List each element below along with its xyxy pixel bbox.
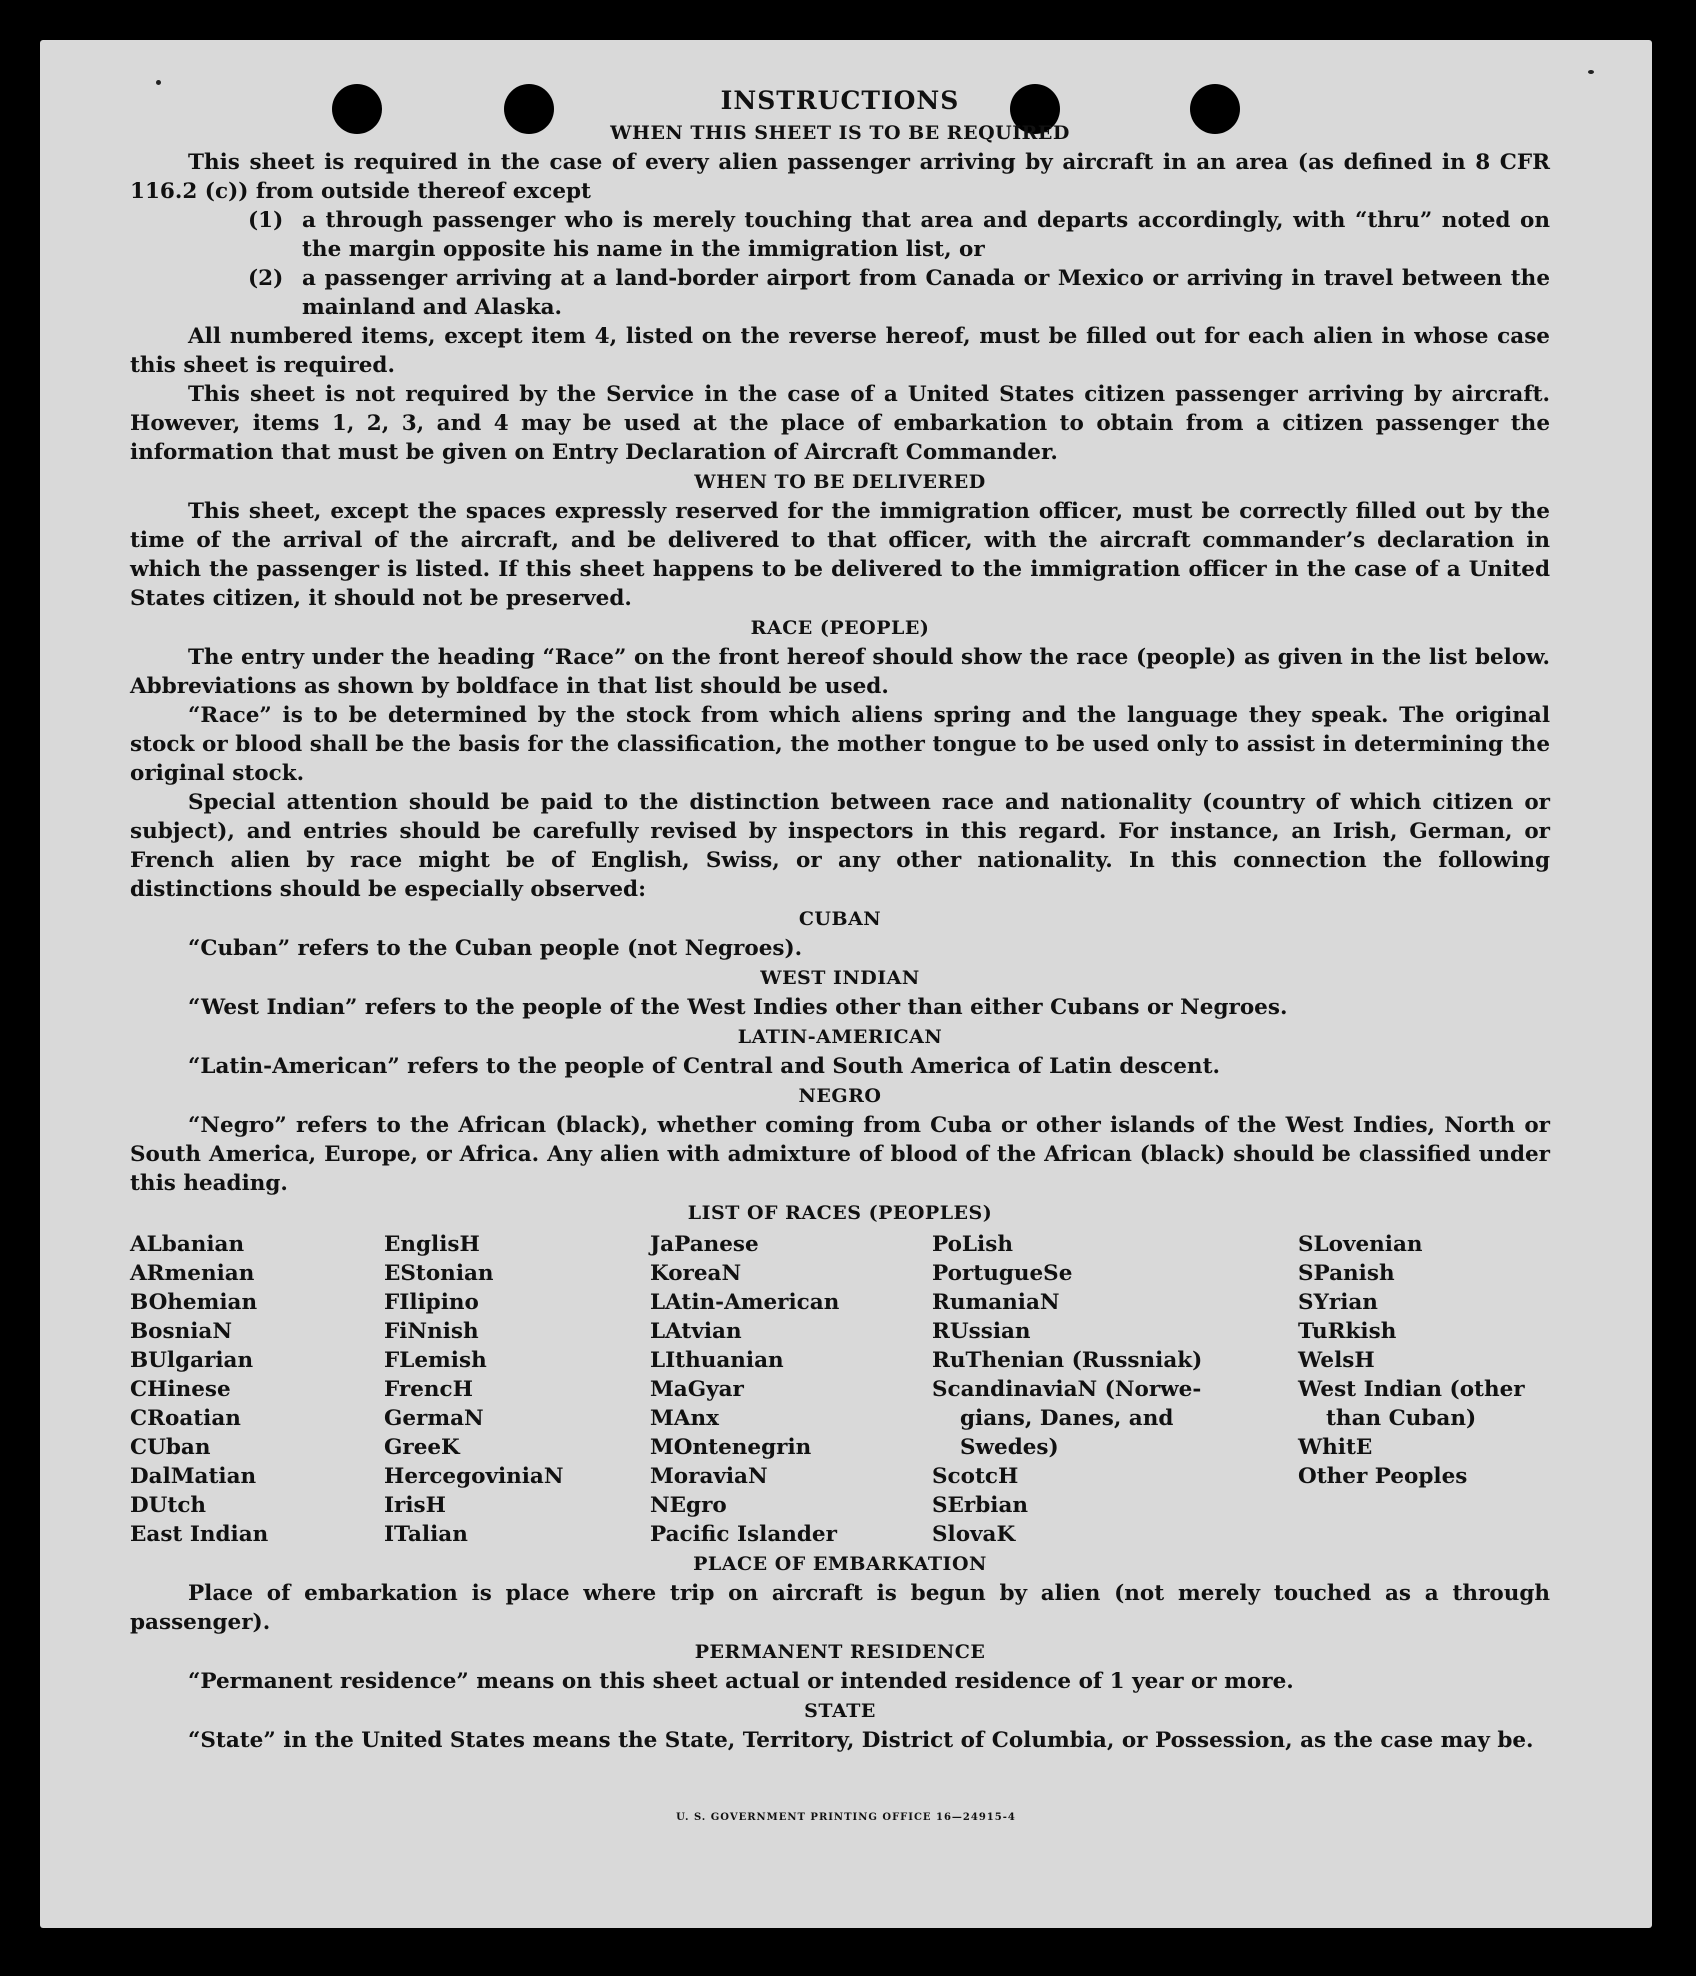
paragraph: “State” in the United States means the State, Territory, District of Columbia, or Possession, as the case may be. bbox=[188, 1728, 1534, 1753]
race-entry: SPanish bbox=[1298, 1261, 1395, 1286]
paragraph: Special attention should be paid to the distinction between race and nationality (country of which citizen or subject), and entries should be carefully revised by inspectors in this regard. For instance, an Irish, German, or French alien by race might be of English, Swiss, or any other nationality. In this connection the following distinctions should be especially observed: bbox=[130, 790, 1550, 902]
item-number: (2) bbox=[248, 266, 284, 291]
race-entry: MOntenegrin bbox=[650, 1435, 812, 1460]
race-list bbox=[130, 1230, 1550, 1549]
race-entry: Pacific Islander bbox=[650, 1522, 837, 1547]
section-heading: PERMANENT RESIDENCE bbox=[694, 1641, 986, 1663]
section-heading: PLACE OF EMBARKATION bbox=[693, 1553, 987, 1575]
list-item bbox=[130, 264, 1550, 322]
race-entry: SYrian bbox=[1298, 1290, 1378, 1315]
race-entry: BosniaN bbox=[130, 1319, 232, 1344]
race-entry: CHinese bbox=[130, 1377, 231, 1402]
paragraph: All numbered items, except item 4, listed on the reverse hereof, must be filled out for each alien in whose case this sheet is required. bbox=[130, 324, 1550, 378]
race-entry: CUban bbox=[130, 1435, 211, 1460]
race-entry: PoLish bbox=[932, 1232, 1013, 1257]
race-entry: ScotcH bbox=[932, 1464, 1019, 1489]
page-title: INSTRUCTIONS bbox=[720, 86, 960, 115]
race-entry: GreeK bbox=[384, 1435, 460, 1460]
paragraph: The entry under the heading “Race” on the front hereof should show the race (people) as given in the list below. Abbreviations as shown by boldface in that list should be used. bbox=[130, 645, 1550, 699]
race-entry: DalMatian bbox=[130, 1464, 257, 1489]
paragraph: “Cuban” refers to the Cuban people (not Negroes). bbox=[188, 936, 803, 961]
race-column bbox=[932, 1230, 1298, 1549]
race-entry: EStonian bbox=[384, 1261, 494, 1286]
race-column bbox=[1298, 1230, 1550, 1549]
section-heading: WHEN THIS SHEET IS TO BE REQUIRED bbox=[610, 122, 1070, 144]
paragraph: “Race” is to be determined by the stock from which aliens spring and the language they speak. The original stock or blood shall be the basis for the classification, the mother tongue to be used only to assist in determining the original stock. bbox=[130, 703, 1550, 786]
race-column bbox=[130, 1230, 384, 1549]
race-entry: ScandinaviaN (Norwe- bbox=[932, 1377, 1202, 1402]
race-entry: Other Peoples bbox=[1298, 1464, 1468, 1489]
race-entry: LAtvian bbox=[650, 1319, 742, 1344]
race-entry: WhitE bbox=[1298, 1435, 1373, 1460]
race-entry: RUssian bbox=[932, 1319, 1031, 1344]
race-entry: GermaN bbox=[384, 1406, 484, 1431]
section-heading: LIST OF RACES (PEOPLES) bbox=[687, 1202, 993, 1224]
paragraph: “West Indian” refers to the people of the West Indies other than either Cubans or Negroes. bbox=[188, 995, 1288, 1020]
section-heading: STATE bbox=[804, 1700, 876, 1722]
item-number: (1) bbox=[248, 208, 284, 233]
race-entry-continued: than Cuban) bbox=[1326, 1406, 1477, 1431]
race-entry: TuRkish bbox=[1298, 1319, 1397, 1344]
section-heading: CUBAN bbox=[798, 908, 882, 930]
race-column bbox=[650, 1230, 932, 1549]
list-item bbox=[130, 206, 1550, 264]
race-entry: RumaniaN bbox=[932, 1290, 1060, 1315]
instructions-body bbox=[130, 84, 1550, 1755]
paragraph: “Permanent residence” means on this sheet actual or intended residence of 1 year or more. bbox=[188, 1669, 1294, 1694]
race-entry: SlovaK bbox=[932, 1522, 1016, 1547]
printer-imprint: U. S. GOVERNMENT PRINTING OFFICE 16—24915-4 bbox=[676, 1812, 1016, 1823]
race-column bbox=[384, 1230, 650, 1549]
race-entry: NEgro bbox=[650, 1493, 727, 1518]
race-entry: ITalian bbox=[384, 1522, 468, 1547]
race-entry: MoraviaN bbox=[650, 1464, 768, 1489]
paragraph: This sheet, except the spaces expressly reserved for the immigration officer, must be correctly filled out by the time of the arrival of the aircraft, and be delivered to that officer, with the aircraft commander’s declaration in which the passenger is listed. If this sheet happens to be delivered to the immigration officer in the case of a United States citizen, it should not be preserved. bbox=[130, 499, 1550, 611]
race-entry: HercegoviniaN bbox=[384, 1464, 564, 1489]
race-entry: BOhemian bbox=[130, 1290, 258, 1315]
race-entry: LAtin-American bbox=[650, 1290, 840, 1315]
section-heading: WEST INDIAN bbox=[760, 967, 920, 989]
race-entry: WelsH bbox=[1298, 1348, 1375, 1373]
race-entry-continued: Swedes) bbox=[960, 1435, 1059, 1460]
race-entry: East Indian bbox=[130, 1522, 269, 1547]
race-entry: MAnx bbox=[650, 1406, 719, 1431]
race-entry: ARmenian bbox=[130, 1261, 255, 1286]
race-entry: West Indian (other bbox=[1298, 1377, 1525, 1402]
section-heading: LATIN-AMERICAN bbox=[737, 1026, 943, 1048]
race-entry: FLemish bbox=[384, 1348, 487, 1373]
race-entry: EnglisH bbox=[384, 1232, 480, 1257]
race-entry: FiNnish bbox=[384, 1319, 479, 1344]
race-entry: FIlipino bbox=[384, 1290, 479, 1315]
race-entry: MaGyar bbox=[650, 1377, 744, 1402]
race-entry: SErbian bbox=[932, 1493, 1029, 1518]
race-entry: SLovenian bbox=[1298, 1232, 1423, 1257]
section-heading: NEGRO bbox=[798, 1085, 882, 1107]
race-entry: RuThenian (Russniak) bbox=[932, 1348, 1203, 1373]
race-entry: DUtch bbox=[130, 1493, 207, 1518]
race-entry: LIthuanian bbox=[650, 1348, 784, 1373]
race-entry: IrisH bbox=[384, 1493, 446, 1518]
item-text: a passenger arriving at a land-border airport from Canada or Mexico or arriving in travel between the mainland and Alaska. bbox=[302, 266, 1550, 320]
paragraph: This sheet is not required by the Service in the case of a United States citizen passenger arriving by aircraft. However, items 1, 2, 3, and 4 may be used at the place of embarkation to obtain from a citizen passenger the information that must be given on Entry Declaration of Aircraft Commander. bbox=[130, 382, 1550, 465]
paragraph: “Negro” refers to the African (black), whether coming from Cuba or other islands of the West Indies, North or South America, Europe, or Africa. Any alien with admixture of blood of the African (black) should be classified under this heading. bbox=[130, 1113, 1550, 1196]
document-sheet bbox=[40, 40, 1652, 1928]
race-entry: CRoatian bbox=[130, 1406, 241, 1431]
race-entry: BUlgarian bbox=[130, 1348, 254, 1373]
race-entry-continued: gians, Danes, and bbox=[960, 1406, 1174, 1431]
paragraph: “Latin-American” refers to the people of Central and South America of Latin descent. bbox=[188, 1054, 1220, 1079]
paragraph: This sheet is required in the case of every alien passenger arriving by aircraft in an area (as defined in 8 CFR 116.2 (c)) from outside thereof except bbox=[130, 150, 1550, 204]
race-entry: KoreaN bbox=[650, 1261, 742, 1286]
item-text: a through passenger who is merely touching that area and departs accordingly, with “thru” noted on the margin opposite his name in the immigration list, or bbox=[302, 208, 1550, 262]
paragraph: Place of embarkation is place where trip on aircraft is begun by alien (not merely touched as a through passenger). bbox=[130, 1581, 1550, 1635]
race-entry: ALbanian bbox=[130, 1232, 245, 1257]
section-heading: RACE (PEOPLE) bbox=[750, 617, 930, 639]
race-entry: PortugueSe bbox=[932, 1261, 1073, 1286]
race-entry: FrencH bbox=[384, 1377, 473, 1402]
section-heading: WHEN TO BE DELIVERED bbox=[694, 471, 986, 493]
speck bbox=[1588, 70, 1594, 74]
race-entry: JaPanese bbox=[650, 1232, 759, 1257]
